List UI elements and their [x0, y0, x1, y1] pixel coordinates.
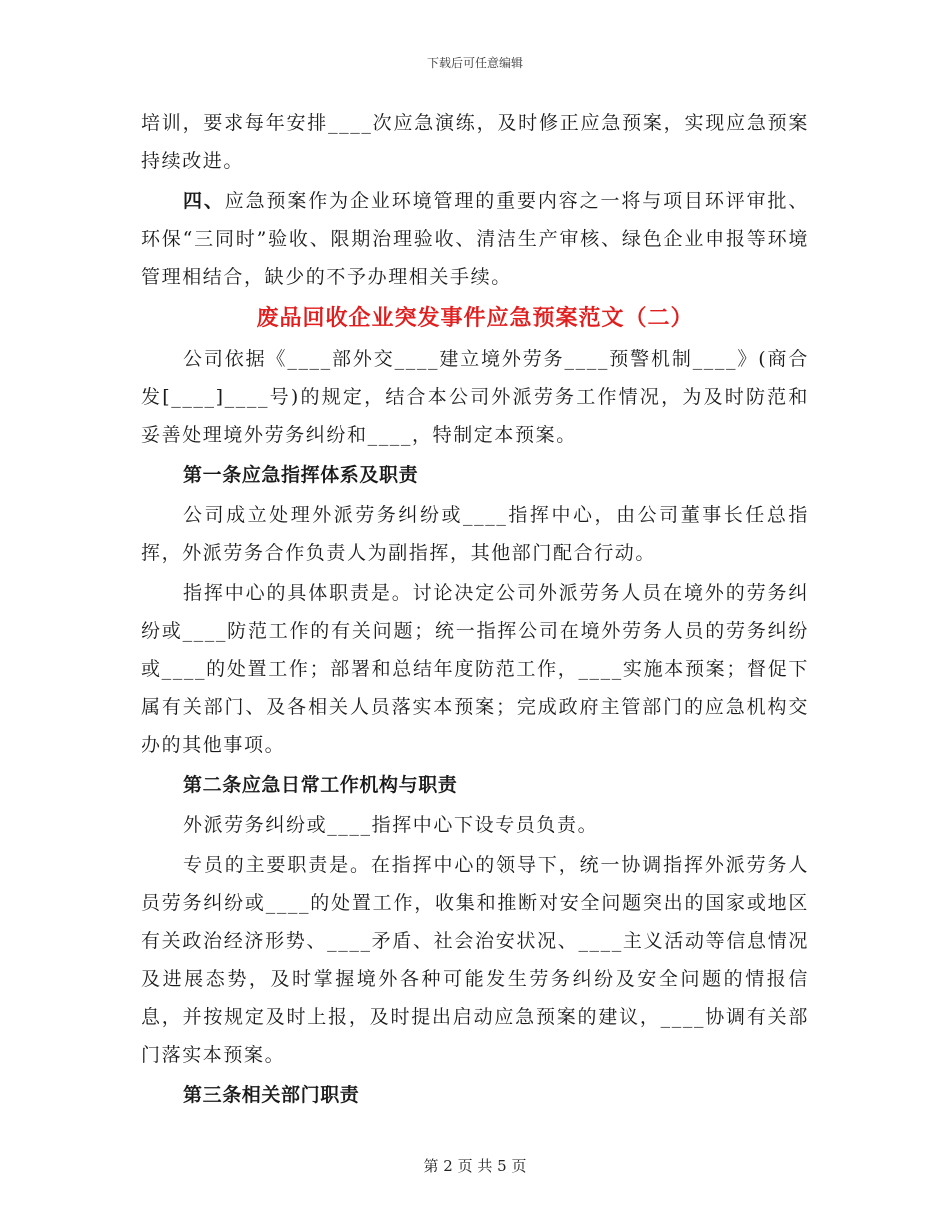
document-body [141, 104, 809, 1114]
paragraph-command-center: 公司成立处理外派劳务纠纷或____指挥中心，由公司董事长任总指挥，外派劳务合作负责人为副指挥，其他部门配合行动。 [141, 504, 809, 564]
page-header-note: 下载后可任意编辑 [426, 56, 523, 70]
paragraph-basis: 公司依据《____部外交____建立境外劳务____预警机制____》(商合发[____]____号)的规定，结合本公司外派劳务工作情况，为及时防范和妥善处理境外劳务纠纷和____，特制定本预案。 [141, 348, 809, 446]
article-three-title: 第三条相关部门职责 [183, 1084, 360, 1106]
item-four-text: 应急预案作为企业环境管理的重要内容之一将与项目环评审批、环保“三同时”验收、限期治理验收、清洁生产审核、绿色企业申报等环境管理相结合，缺少的不予办理相关手续。 [141, 190, 810, 288]
paragraph-item-four [141, 182, 809, 296]
item-four-number: 四、 [183, 190, 225, 212]
paragraph-training: 培训，要求每年安排____次应急演练，及时修正应急预案，实现应急预案持续改进。 [141, 112, 809, 172]
article-two-title: 第二条应急日常工作机构与职责 [183, 774, 458, 796]
article-one-title: 第一条应急指挥体系及职责 [183, 464, 419, 486]
section-title: 废品回收企业突发事件应急预案范文（二） [256, 305, 694, 331]
paragraph-center-duties: 指挥中心的具体职责是。讨论决定公司外派劳务人员在境外的劳务纠纷或____防范工作的有关问题；统一指挥公司在境外劳务人员的劳务纠纷或____的处置工作；部署和总结年度防范工作，____实施本预案；督促下属有关部门、及各相关人员落实本预案；完成政府主管部门的应急机构交办的其他事项。 [141, 582, 809, 756]
paragraph-specialist: 外派劳务纠纷或____指挥中心下设专员负责。 [183, 814, 599, 836]
page-number: 第 2 页 共 5 页 [423, 1157, 527, 1175]
paragraph-specialist-duties: 专员的主要职责是。在指挥中心的领导下，统一协调指挥外派劳务人员劳务纠纷或____的处置工作，收集和推断对安全问题突出的国家或地区有关政治经济形势、____矛盾、社会治安状况、____主义活动等信息情况及进展态势，及时掌握境外各种可能发生劳务纠纷及安全问题的情报信息，并按规定及时上报，及时提出启动应急预案的建议，____协调有关部门落实本预案。 [141, 854, 809, 1066]
